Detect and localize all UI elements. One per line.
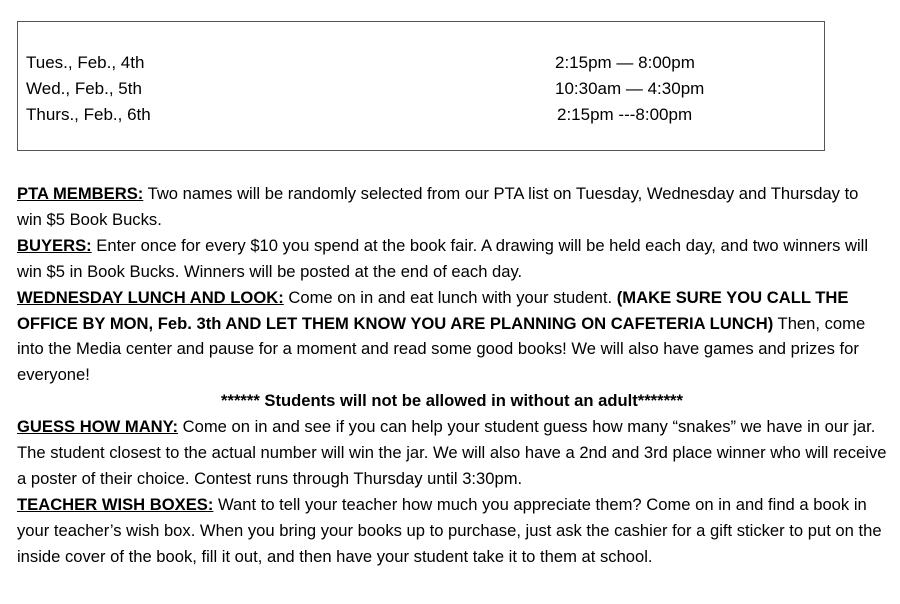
schedule-time-tue: 2:15pm — 8:00pm <box>555 53 695 72</box>
teacher-wish-boxes-paragraph <box>17 492 887 570</box>
lunch-and-look-label: WEDNESDAY LUNCH AND LOOK: <box>17 287 284 307</box>
teacher-wish-boxes-label: TEACHER WISH BOXES: <box>17 494 214 514</box>
adult-required-notice: ****** Students will not be allowed in without an adult******* <box>221 391 683 411</box>
buyers-paragraph <box>17 233 887 285</box>
pta-members-paragraph <box>17 181 887 233</box>
guess-how-many-text: Come on in and see if you can help your student guess how many “snakes” we have in our jar. The student closest to the actual number will win the jar. We will also have a 2nd and 3rd place winner who will receive a poster of their choice. Contest runs through Thursday until 3:30pm. <box>17 417 887 488</box>
lunch-and-look-text: Come on in and eat lunch with your student. <box>283 287 617 307</box>
schedule-time-thu: 2:15pm ---8:00pm <box>557 105 693 124</box>
document-body <box>17 181 887 570</box>
schedule-day-wed: Wed., Feb., 5th <box>26 79 142 98</box>
pta-members-label: PTA MEMBERS: <box>17 184 144 203</box>
schedule-box <box>17 21 825 151</box>
lunch-and-look-text-after: Then, come into the Media center and pause for a moment and read some good books! We will also have games and prizes for everyone! <box>17 313 866 385</box>
lunch-and-look-paragraph <box>17 285 887 389</box>
schedule-day-tue: Tues., Feb., 4th <box>26 53 145 72</box>
guess-how-many-label: GUESS HOW MANY: <box>17 417 179 437</box>
schedule-time-wed: 10:30am — 4:30pm <box>555 79 705 98</box>
guess-how-many-paragraph <box>17 414 887 492</box>
pta-members-text: Two names will be randomly selected from our PTA list on Tuesday, Wednesday and Thursday to win $5 Book Bucks. <box>17 184 859 229</box>
buyers-text: Enter once for every $10 you spend at the book fair. A drawing will be held each day, and two winners will win $5 in Book Bucks. Winners will be posted at the end of each day. <box>17 235 869 281</box>
lunch-and-look-bold-note: (MAKE SURE YOU CALL THE OFFICE BY MON, Feb. 3th AND LET THEM KNOW YOU ARE PLANNING ON CAFETERIA LUNCH) <box>17 287 849 333</box>
buyers-label: BUYERS: <box>17 235 92 255</box>
teacher-wish-boxes-text: Want to tell your teacher how much you appreciate them? Come on in and find a book in your teacher’s wish box. When you bring your books up to purchase, just ask the cashier for a gift sticker to put on the inside cover of the book, fill it out, and then have your student take it to them at school. <box>17 494 882 566</box>
schedule-day-thu: Thurs., Feb., 6th <box>26 105 151 124</box>
